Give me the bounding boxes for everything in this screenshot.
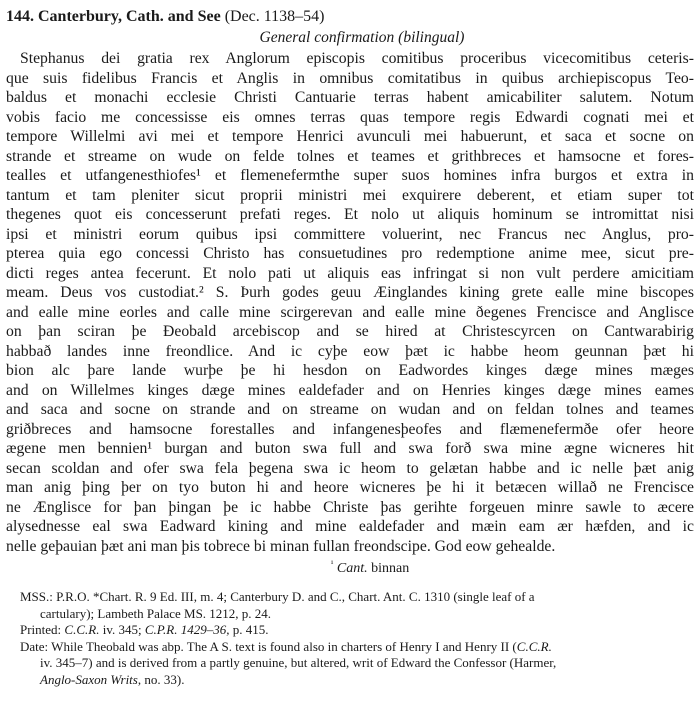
mss-entry xyxy=(6,589,694,606)
body-line: ægene men bennien¹ burgan and buton swa full and swa forð swa mine ægne wicneres hit xyxy=(6,440,694,457)
date-writs-title: Anglo-Saxon Writs xyxy=(40,671,138,687)
body-line: ne Ænglisce for þan þingan þe ic habbe Christe þas gerihte forgeuen minre sawle to æcere xyxy=(6,498,694,516)
body-line: alysednesse eal swa Eadward kining and mine ealdefader and mæin eam ær hæfden, and ic xyxy=(6,518,694,535)
body-line: meam. Deus vos custodiat.² S. Þurh godes geuu Æinglandes kining grete ealle mine biscopes xyxy=(6,284,694,301)
date-writs-number: , no. 33). xyxy=(137,671,185,687)
body-line: tantum et tam pleniter sicut proprii ministri mei exquirere deberent, et etiam super tot xyxy=(6,186,694,204)
body-line: thegenes quot eis concesserunt prefati reges. Et nolo ut aliquis hominum se intromittat nisi xyxy=(6,206,694,223)
date-text: While Theobald was abp. The A S. text is found also in charters of Henry I and Henry II ( xyxy=(51,638,517,654)
body-line: and ealle mine eorles and calle mine scirgerevan and ealle mine ðegenes Frencisce and Anglisce xyxy=(6,303,694,321)
footnote xyxy=(46,559,694,579)
charter-date: (Dec. 1138–54) xyxy=(224,8,325,25)
printed-ccr: C.C.R. xyxy=(64,622,100,637)
printed-cpr: C.P.R. 1429–36, xyxy=(144,622,230,637)
mss-label: MSS.: xyxy=(20,589,53,604)
mss-text: P.R.O. *Chart. R. 9 Ed. III, m. 4; Canterbury D. and C., Chart. Ant. C. 1310 (single leaf of a xyxy=(56,589,535,604)
charter-apparatus xyxy=(6,589,694,688)
footnote-marker: ¹ xyxy=(330,558,334,569)
body-line: vobis facio me concessisse eis omnes terras quas tempore regis Edwardi cognati mei et xyxy=(6,108,694,126)
body-line: habbað landes inne freondlice. And ic cyþe eow þæt ic habbe heom geunnan þæt hi xyxy=(6,342,694,360)
body-line: dicti reges antea fecerunt. Et nolo pati ut aliquis eas infringat si non vult perdere amicitiam xyxy=(6,264,694,282)
body-line: tempore Willelmi avi mei et tempore Henrici avunculi mei habuerunt, et saca et socne on xyxy=(6,128,694,145)
body-line: griðbreces and hamsocne forestalles and infangenesþeofes and flæmenefermðe ofer heore xyxy=(6,420,694,438)
body-line: pterea quia ego concessi Christo has consuetudines pro redemptione anime mee, sicut pre- xyxy=(6,245,694,262)
date-ccr: C.C.R. xyxy=(516,638,552,654)
body-line: strande et streame on wude on felde tolnes et teames et grithbreces et hamsocne et fores- xyxy=(6,147,694,165)
printed-ccr-ref: iv. 345; xyxy=(102,622,142,637)
body-line: and on Willelmes kinges dæge mines ealdefader and on Henries kinges dæge mines eames xyxy=(6,381,694,399)
date-continuation-2 xyxy=(6,672,694,689)
charter-heading xyxy=(6,6,694,28)
body-line: que suis fidelibus Francis et Anglis in omnibus comitatibus in quibus archiepiscopus Teo- xyxy=(6,69,694,87)
printed-cpr-ref: p. 415. xyxy=(232,622,269,637)
date-entry xyxy=(6,639,694,656)
charter-title: Canterbury, Cath. and See xyxy=(38,8,221,25)
body-line: man anig þing þer on tyo buton hi and heore wicneres þe hi it betæcen willað ne Frencisce xyxy=(6,479,694,496)
mss-continuation: cartulary); Lambeth Palace MS. 1212, p. 24. xyxy=(40,605,272,621)
body-line: and saca and socne on strande and on streame on wudan and on feldan tolnes and teames xyxy=(6,401,694,418)
date-continuation-text: iv. 345–7) and is derived from a partly genuine, but altered, writ of Edward the Confessor (Harmer, xyxy=(40,655,557,670)
body-line: Stephanus dei gratia rex Anglorum episcopis comitibus proceribus vicecomitibus ceteris- xyxy=(20,50,694,67)
body-line: bion alc þare lande wurþe þe hi hesdon on Eadwordes kinges dæge mines mæges xyxy=(6,362,694,379)
body-line: nelle geþauian þæt ani man þis tobrece bi minan fullan freondscipe. God eow gehealde. xyxy=(6,537,556,555)
footnote-reference: Cant. xyxy=(336,561,368,576)
printed-label: Printed: xyxy=(20,622,62,637)
footnote-text: binnan xyxy=(371,561,410,576)
printed-entry xyxy=(6,622,694,639)
body-line: ipsi et ministri eorum quibus ipsi committere voluerint, nec Francus nec Anglus, pro- xyxy=(6,225,694,243)
charter-number: 144. xyxy=(6,8,34,25)
date-label: Date: xyxy=(20,638,49,654)
charter-subtitle: General confirmation (bilingual) xyxy=(259,29,465,46)
body-line: baldus et monachi ecclesie Christi Cantuarie terras habent amicabiliter salutem. Notum xyxy=(6,89,694,106)
charter-body-text xyxy=(6,49,694,556)
body-line: on þan sciran þe Ðeobald arcebiscop and se hired at Christescyrcen on Cantwarabirig xyxy=(6,323,694,340)
body-line: secan scoldan and ofer swa fela þegena swa ic heom to gelætan habbe and ic nelle þæt anig xyxy=(6,459,694,477)
date-continuation xyxy=(6,655,694,672)
body-line: tealles et utfangenesthiofes¹ et flemenefermthe super suos homines infra burgos et extra in xyxy=(6,167,694,184)
document-page xyxy=(6,6,694,688)
